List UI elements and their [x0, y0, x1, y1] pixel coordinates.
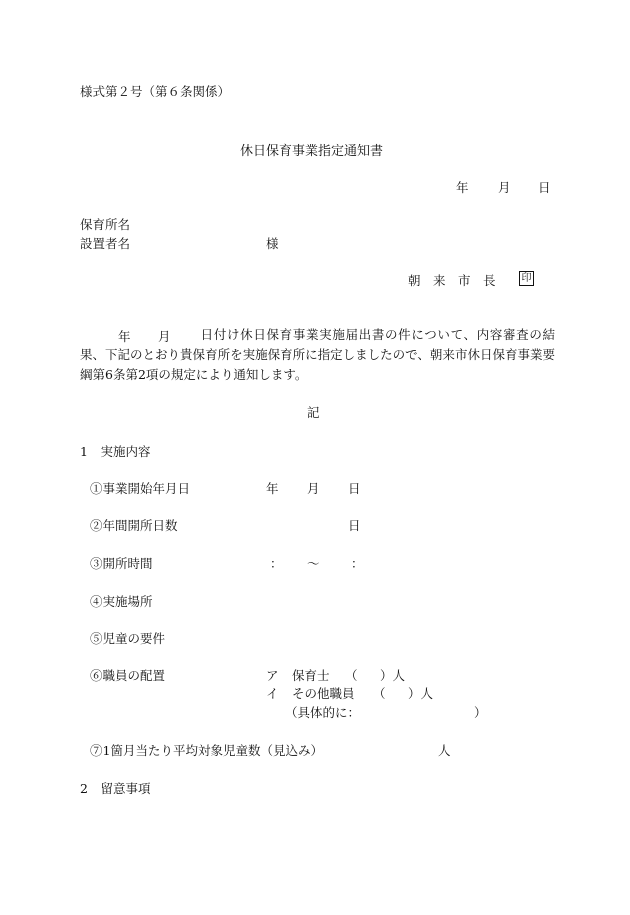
staff-i-mark: イ: [266, 686, 279, 701]
section2-heading: 2 留意事項: [80, 781, 151, 796]
body-text: 日付け休日保育事業実施届出書の件について、内容審査の結果、下記のとおり貴保育所を実施保育所に指定しましたので、朝来市休日保育事業要綱第6条第2項の規定により通知します。: [80, 327, 555, 382]
staff-a-paren-close: ）人: [380, 668, 406, 683]
ki-marker: 記: [307, 405, 320, 420]
staff-a-mark: ア: [266, 668, 279, 683]
open-days-unit: 日: [348, 518, 361, 533]
hours-colon-start: ：: [270, 556, 283, 571]
staff-label: ⑥職員の配置: [90, 668, 166, 683]
honorific: 様: [266, 236, 279, 251]
avg-children-unit: 人: [438, 743, 451, 758]
date-year: 年: [456, 180, 469, 195]
location-label: ④実施場所: [90, 594, 153, 609]
avg-children-label: ⑦1箇月当たり平均対象児童数（見込み）: [90, 743, 323, 758]
hours-tilde: ～: [307, 556, 320, 571]
document-title: 休日保育事業指定通知書: [240, 144, 384, 159]
start-date-day: 日: [348, 481, 361, 496]
start-date-year: 年: [266, 481, 279, 496]
staff-a-paren-open: （: [345, 668, 358, 683]
founder-name-label: 設置者名: [80, 236, 131, 251]
open-days-label: ②年間開所日数: [90, 518, 178, 533]
body-month: 月: [158, 329, 171, 344]
hours-label: ③開所時間: [90, 556, 153, 571]
body-paragraph: [80, 325, 555, 385]
start-date-month: 月: [307, 481, 320, 496]
form-number-label: 様式第２号（第６条関係）: [80, 84, 231, 99]
date-day: 日: [538, 180, 551, 195]
staff-i-paren-close: ）人: [408, 686, 434, 701]
staff-detail-close: ）: [474, 705, 487, 720]
staff-i-label: その他職員: [292, 686, 355, 701]
staff-i-paren-open: （: [373, 686, 386, 701]
start-date-label: ①事業開始年月日: [90, 481, 191, 496]
hours-colon-end: ：: [351, 556, 364, 571]
facility-name-label: 保育所名: [80, 217, 131, 232]
requirements-label: ⑤児童の要件: [90, 631, 166, 646]
date-month: 月: [498, 180, 511, 195]
seal-mark: 印: [519, 271, 534, 286]
section1-heading: 1 実施内容: [80, 444, 151, 459]
staff-detail-open: （具体的に：: [285, 705, 361, 720]
issuer-name: 朝 来 市 長: [408, 273, 496, 288]
staff-a-label: 保育士: [292, 668, 330, 683]
body-year: 年: [118, 329, 131, 344]
